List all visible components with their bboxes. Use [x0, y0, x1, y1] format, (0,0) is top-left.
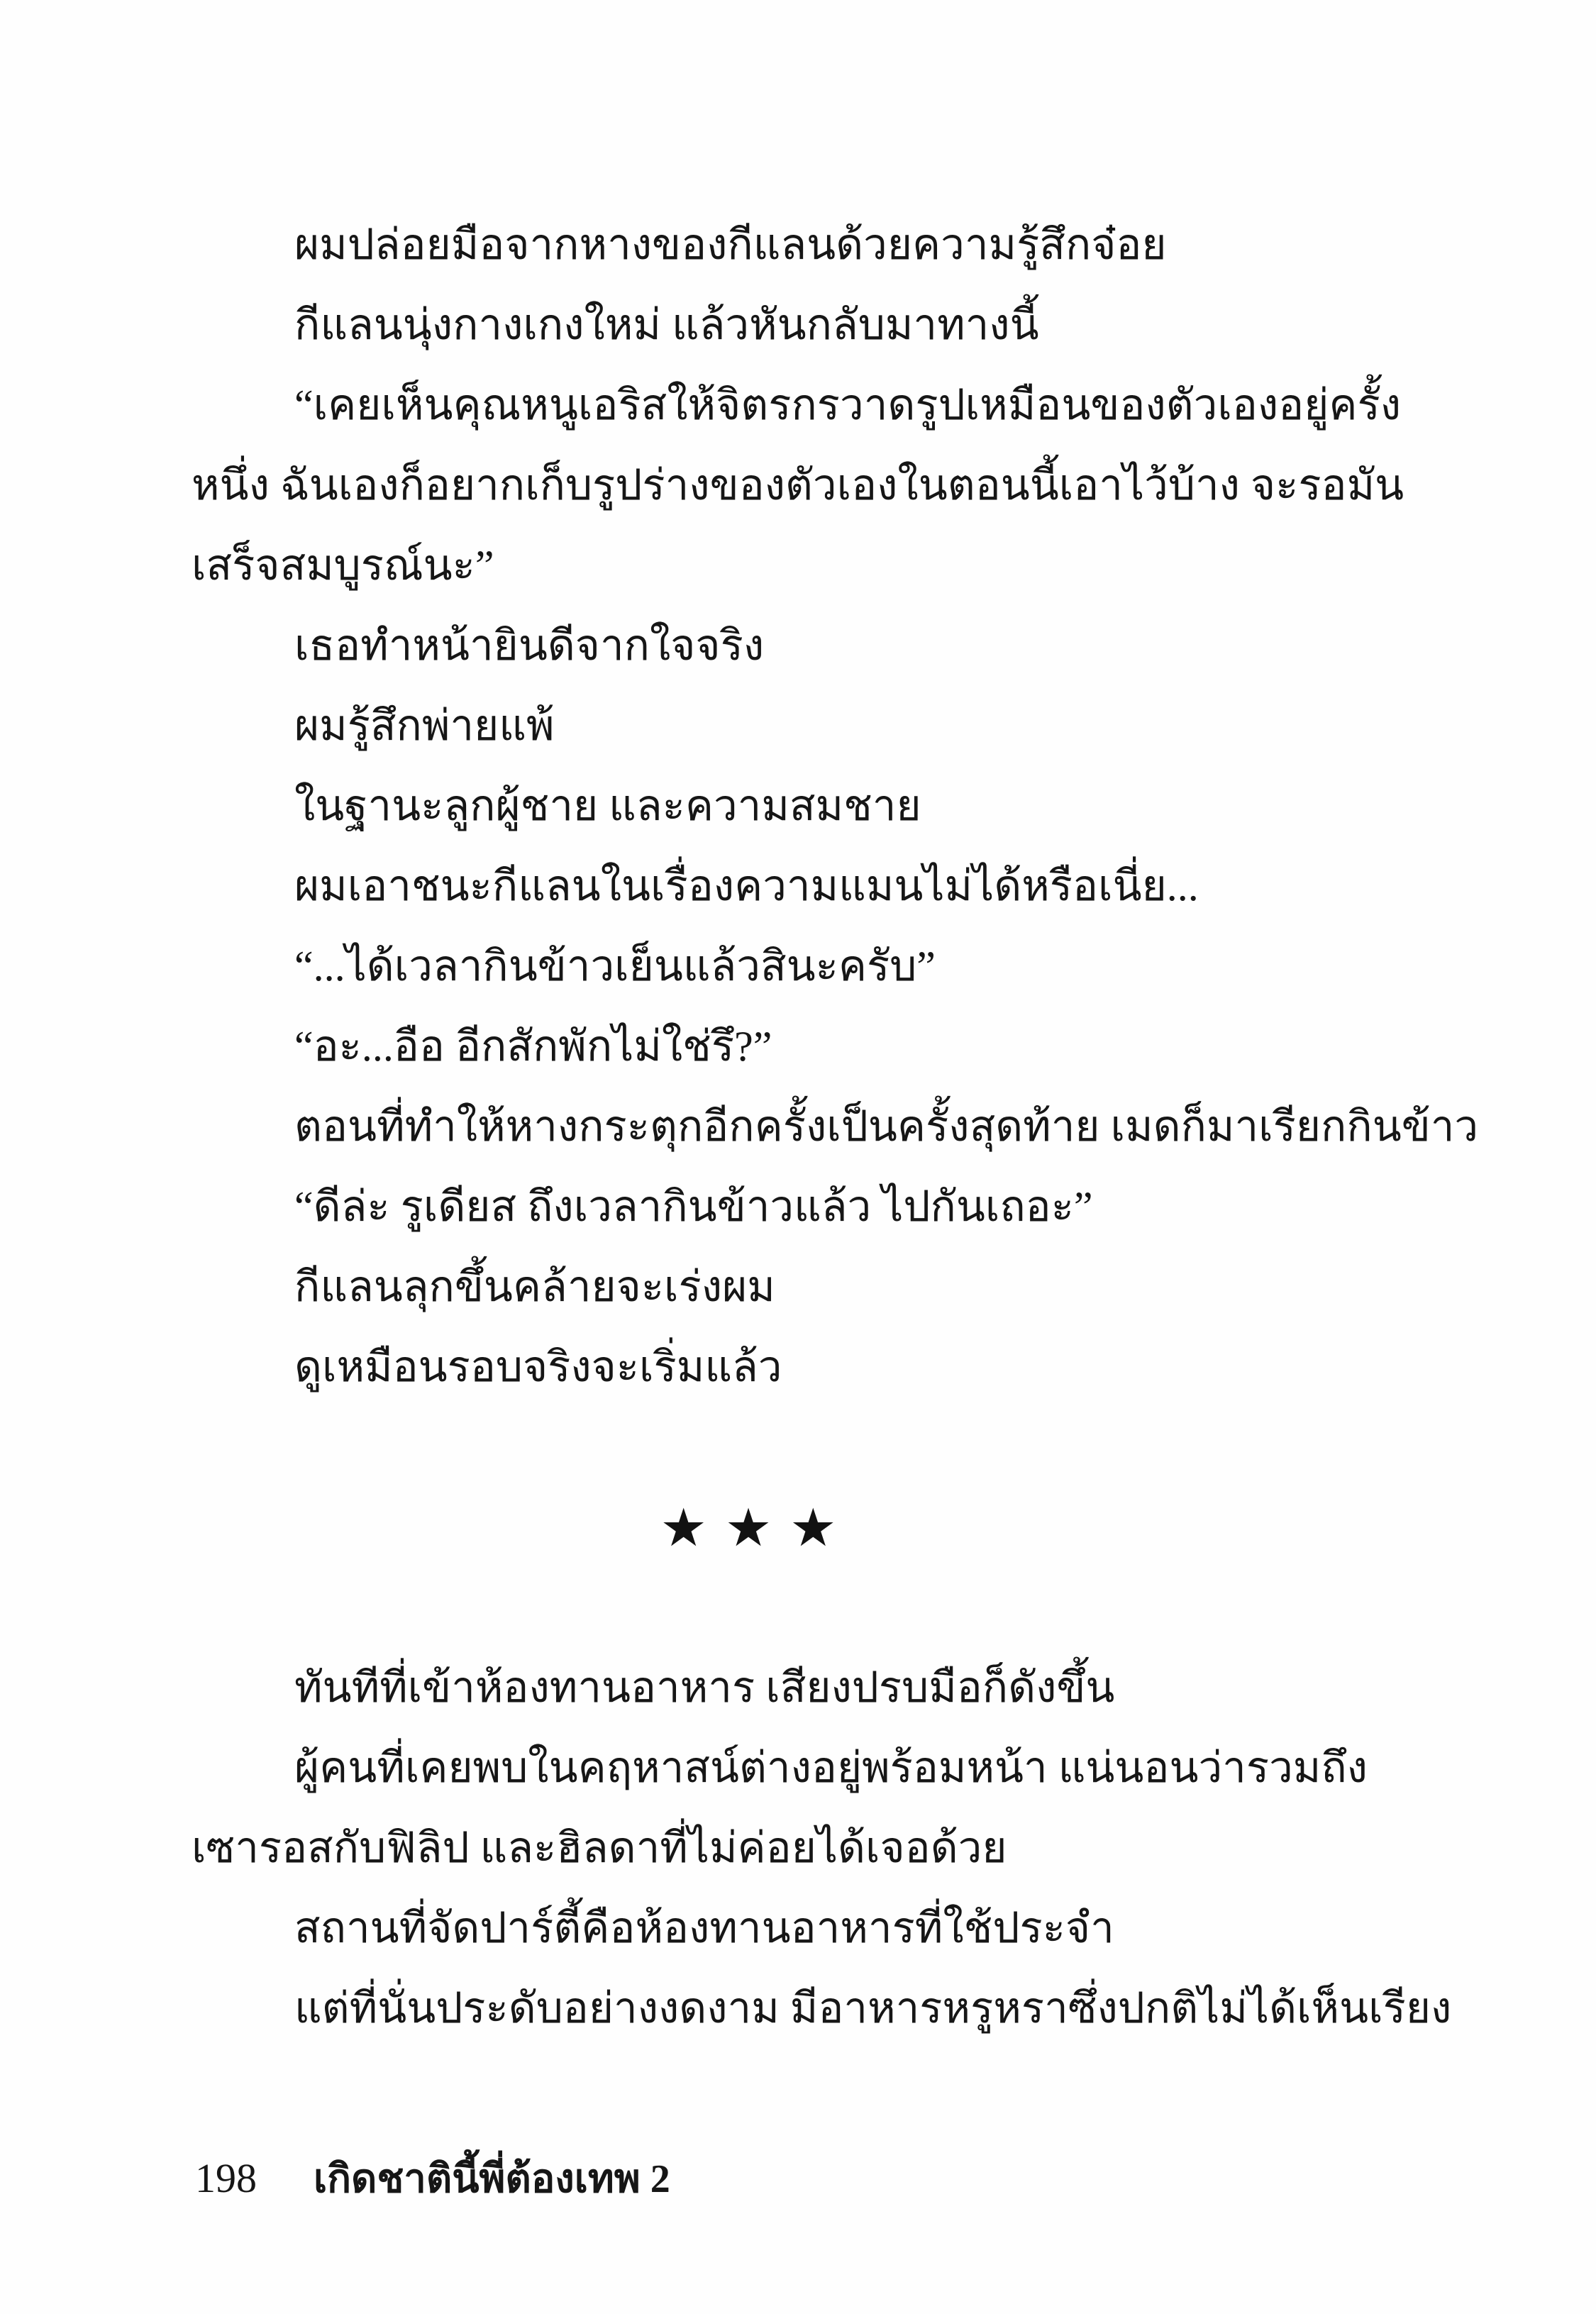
text-line: ผมรู้สึกพ่ายแพ้ [294, 702, 555, 749]
text-line: สถานที่จัดปาร์ตี้คือห้องทานอาหารที่ใช้ประจำ [294, 1905, 1114, 1952]
text-line: เซารอสกับฟิลิป และฮิลดาที่ไม่ค่อยได้เจอด้วย [192, 1825, 1007, 1871]
text-line: หนึ่ง ฉันเองก็อยากเก็บรูปร่างของตัวเองในตอนนี้เอาไว้บ้าง จะรอมัน [192, 462, 1404, 509]
text-line: ผมเอาชนะกีแลนในเรื่องความแมนไม่ได้หรือเนี่ย... [294, 863, 1199, 909]
book-title: เกิดชาตินี้พี่ต้องเทพ 2 [314, 2157, 670, 2201]
text-line: ผู้คนที่เคยพบในคฤหาสน์ต่างอยู่พร้อมหน้า แน่นอนว่ารวมถึง [294, 1744, 1368, 1791]
page-number: 198 [195, 2155, 257, 2201]
text-line: “...ได้เวลากินข้าวเย็นแล้วสินะครับ” [294, 943, 936, 990]
star-icon: ★ [724, 1497, 772, 1559]
text-line: กีแลนลุกขึ้นคล้ายจะเร่งผม [294, 1263, 775, 1310]
text-line: “เคยเห็นคุณหนูเอริสให้จิตรกรวาดรูปเหมือนของตัวเองอยู่ครั้ง [294, 382, 1402, 428]
section-divider [192, 1488, 1305, 1568]
text-line: เธอทำหน้ายินดีจากใจจริง [294, 622, 765, 669]
star-icon: ★ [660, 1497, 707, 1559]
text-line: กีแลนนุ่งกางเกงใหม่ แล้วหันกลับมาทางนี้ [294, 301, 1039, 348]
text-line: ผมปล่อยมือจากหางของกีแลนด้วยความรู้สึกจ๋อย [294, 221, 1167, 268]
text-line: ตอนที่ทำให้หางกระตุกอีกครั้งเป็นครั้งสุดท้าย เมดก็มาเรียกกินข้าว [294, 1103, 1479, 1150]
body-text [192, 205, 1479, 2049]
blank-line [192, 1568, 1408, 1648]
text-line: “อะ...อือ อีกสักพักไม่ใช่รึ?” [294, 1023, 772, 1070]
text-line: ดูเหมือนรอบจริงจะเริ่มแล้ว [294, 1344, 782, 1390]
text-line: ในฐานะลูกผู้ชาย และความสมชาย [294, 782, 921, 829]
text-line: เสร็จสมบูรณ์นะ” [192, 542, 494, 589]
text-line: แต่ที่นั่นประดับอย่างงดงาม มีอาหารหรูหราซึ่งปกติไม่ได้เห็นเรียง [294, 1985, 1452, 2032]
page-footer [195, 2138, 670, 2220]
text-line: “ดีล่ะ รูเดียส ถึงเวลากินข้าวแล้ว ไปกันเถอะ” [294, 1183, 1093, 1230]
text-line: ทันทีที่เข้าห้องทานอาหาร เสียงปรบมือก็ดังขึ้น [294, 1664, 1115, 1711]
blank-line [192, 1407, 1408, 1488]
star-icon: ★ [789, 1497, 837, 1559]
